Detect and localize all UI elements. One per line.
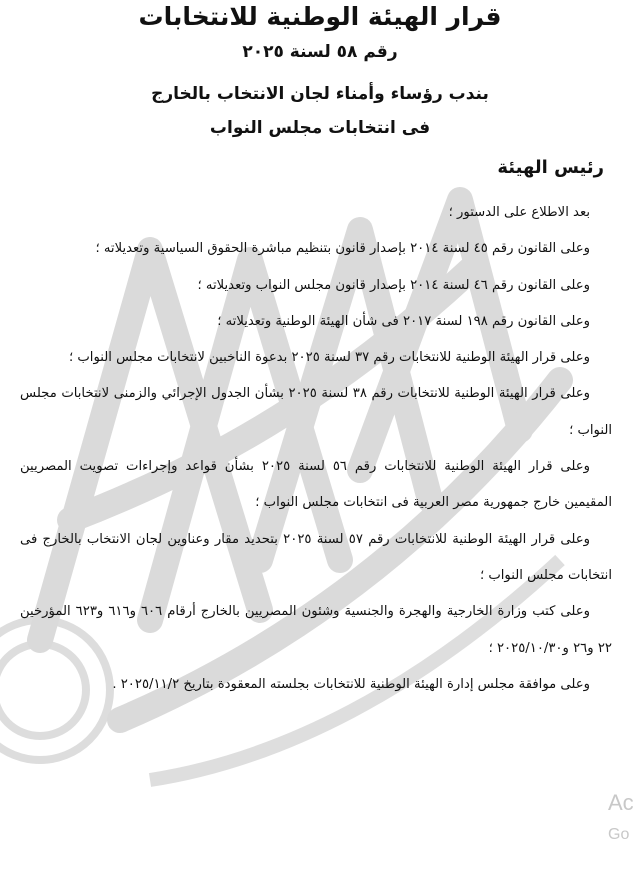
paragraph: وعلى قرار الهيئة الوطنية للانتخابات رقم ٣٨ لسنة ٢٠٢٥ بشأن الجدول الإجرائي والزمنى لانتخابات مجلس النواب ؛ [20,386,612,438]
preamble-body [20,195,612,703]
activation-overlay-text: Ac [608,790,634,815]
decision-subject-line-1: بندب رؤساء وأمناء لجان الانتخاب بالخارج [151,84,489,104]
paragraph: وعلى قرار الهيئة الوطنية للانتخابات رقم ٥٧ لسنة ٢٠٢٥ بتحديد مقار وعناوين لجان الانتخاب بالخارج فى انتخابات مجلس النواب ؛ [20,531,612,583]
paragraph: بعد الاطلاع على الدستور ؛ [448,205,590,220]
paragraph: وعلى قرار الهيئة الوطنية للانتخابات رقم ٥٦ لسنة ٢٠٢٥ بشأن قواعد وإجراءات تصويت المصريين المقيمين خارج جمهورية مصر العربية فى انتخابات مجلس النواب ؛ [20,459,612,511]
paragraph: وعلى موافقة مجلس إدارة الهيئة الوطنية للانتخابات بجلسته المعقودة بتاريخ ٢٠٢٥/١١/٢ . [112,676,590,692]
decision-title: قرار الهيئة الوطنية للانتخابات [138,2,502,31]
decision-number: رقم ٥٨ لسنة ٢٠٢٥ [242,42,398,62]
section-heading: رئيس الهيئة [497,157,604,178]
decision-subject-line-2: فى انتخابات مجلس النواب [209,118,431,138]
activation-overlay-subtext: Go [608,826,630,843]
paragraph: وعلى القانون رقم ٤٥ لسنة ٢٠١٤ بإصدار قانون بتنظيم مباشرة الحقوق السياسية وتعديلاته ؛ [95,241,590,257]
paragraph: وعلى القانون رقم ٤٦ لسنة ٢٠١٤ بإصدار قانون مجلس النواب وتعديلاته ؛ [197,277,590,293]
paragraph: وعلى قرار الهيئة الوطنية للانتخابات رقم ٣٧ لسنة ٢٠٢٥ بدعوة الناخبين لانتخابات مجلس النواب ؛ [69,350,590,366]
paragraph: وعلى القانون رقم ١٩٨ لسنة ٢٠١٧ فى شأن الهيئة الوطنية وتعديلاته ؛ [217,313,590,329]
paragraph: وعلى كتب وزارة الخارجية والهجرة والجنسية وشئون المصريين بالخارج أرقام ٦٠٦ و٦١٦ و٦٢٣ المؤرخين ٢٢ و٢٦ و٢٠٢٥/١٠/٣٠ ؛ [20,604,612,656]
